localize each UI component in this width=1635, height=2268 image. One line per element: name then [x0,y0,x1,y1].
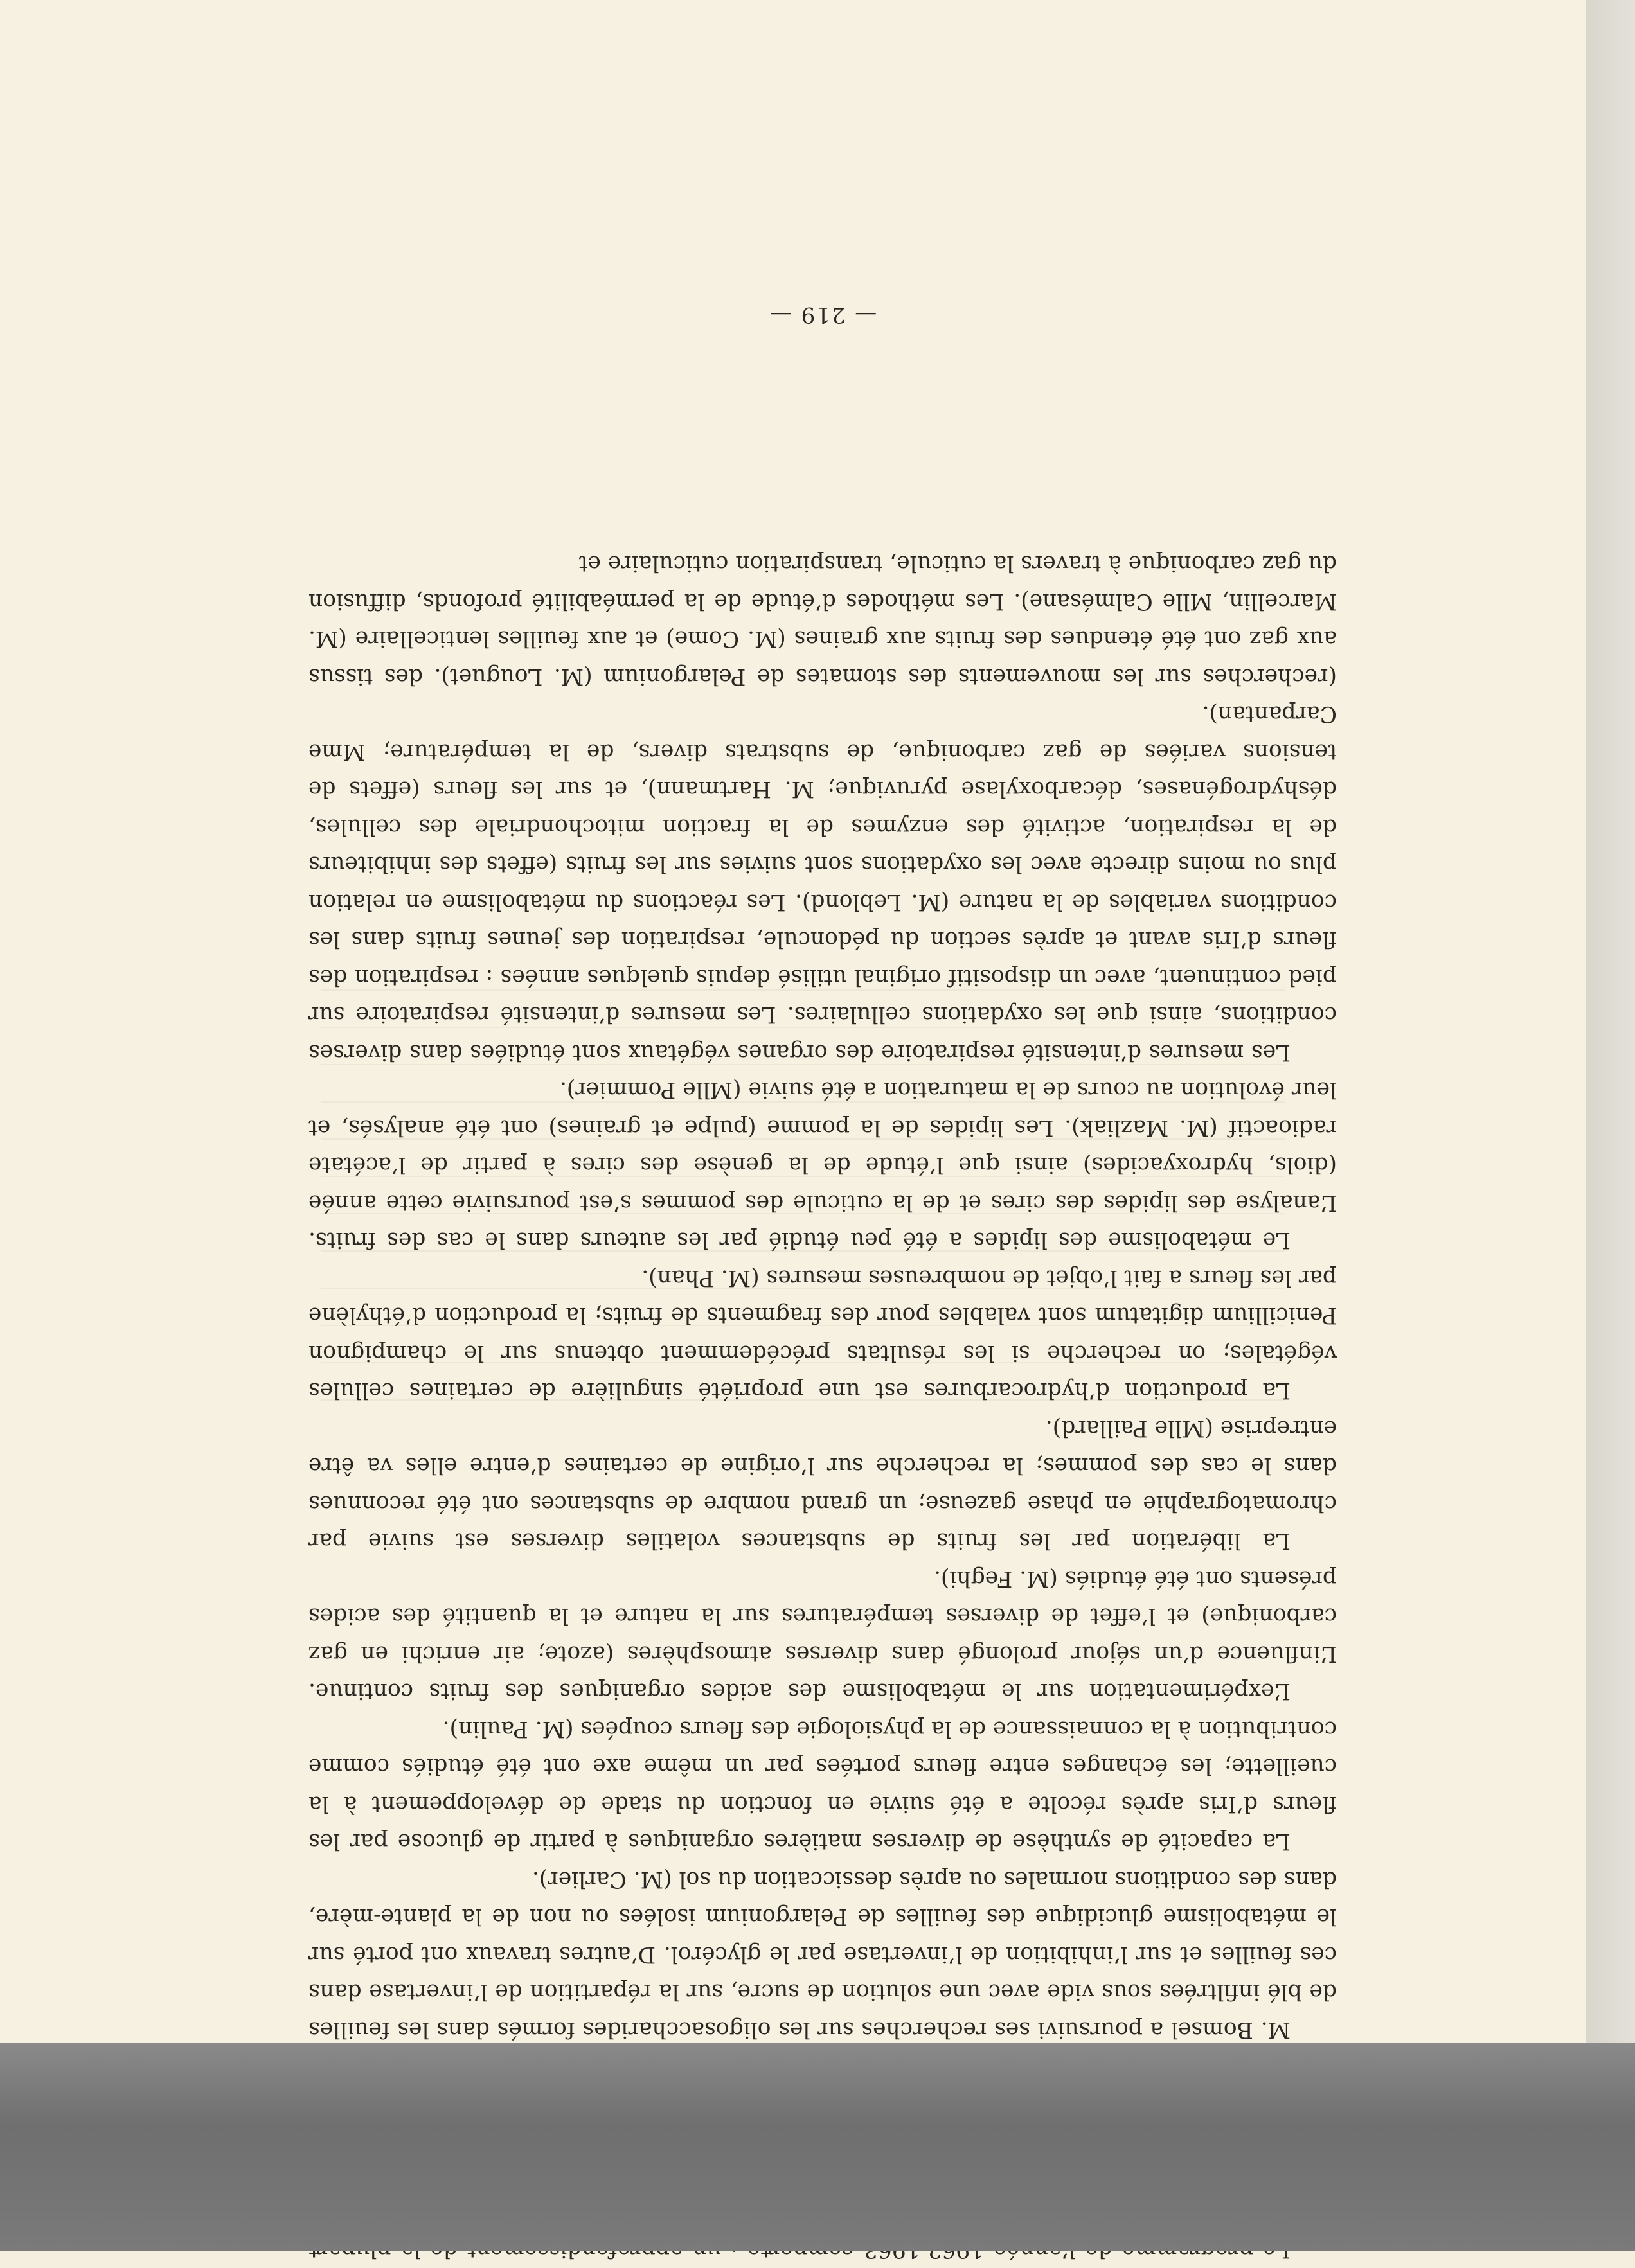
paragraph-capacite: La capacité de synthèse de diverses matières organiques à partir de glucose par les fleurs d’Iris après récolte a été suivie en fonction du stade de développement à la cueillette; les échanges entre fleurs portées par un même axe ont été étudiés comme contribution à la connaissance de la physiologie des fleurs coupées (M. Paulin). [308,1716,1337,1855]
page-edge-strip [1586,0,1635,2043]
page-number: — 219 — [768,302,877,328]
paragraph-lipides: Le métabolisme des lipides a été peu étudié par les auteurs dans le cas des fruits. L’analyse des lipides des cires et de la cuticule des pommes s’est poursuivie cette année (diols, hydroxyacides) ainsi que l’étude de la genèse des cires à partir de l’acétate radioactif (M. Mazliak). Les lipides de la pomme (pulpe et graines) ont été analysés, et leur évolution au cours de la maturation a été suivie (Mlle Pommier). [308,1077,1337,1254]
paragraph-stomates: (recherches sur les mouvements des stomates de Pelargonium (M. Louguet). des tissus aux gaz ont été étendues des fruits aux graines (M. Come) et aux feuilles lenticellaire (M. Marcellin, Mlle Calmésane). Les méthodes d’étude de la perméabilité profonds, diffusion du gaz carbonique à travers la cuticule, transpiration cuticulaire et [308,551,1337,689]
paragraph-acides: L’expérimentation sur le métabolisme des acides organiques des fruits continue. L’influence d’un séjour prolongé dans diverses atmosphères (azote; air enrichi en gaz carbonique) et l’effet de diverses températures sur la nature et la quantité des acides présents ont été étudiés (M. Feghi). [308,1566,1337,1705]
paragraph-volatiles: La libération par les fruits de substances volatiles diverses est suivie par chromatographie en phase gazeuse; un grand nombre de substances ont été reconnues dans le cas des pommes; la recherche sur l’origine de certaines d’entre elles va être entreprise (Mlle Paillard). [308,1415,1337,1554]
paragraph-bomsel: M. Bomsel a poursuivi ses recherches sur les oligosaccharides formés dans les feuilles de blé infiltrées sous vide avec une solution de sucre, sur la répartition de l’invertase dans ces feuilles et sur l’inhibition de l’invertase par le glycérol. D’autres travaux ont porté sur le métabolisme glucidique des feuilles de Pelargonium isolées ou non de la plante-mère, dans des conditions normales ou après dessiccation du sol (M. Carlier). [308,1866,1337,2042]
scanner-background [0,2043,1635,2251]
page-text-block [308,545,1337,2268]
paragraph-hydrocarbures: La production d’hydrocarbures est une propriété singulière de certaines cellules végétales; on recherche si les résultats précédemment obtenus sur le champignon Penicillium digitatum sont valables pour des fragments de fruits; la production d’éthylène par les fleurs a fait l’objet de nombreuses mesures (M. Phan). [308,1265,1337,1404]
paragraph-respiratoire: Les mesures d’intensité respiratoire des organes végétaux sont étudiées dans diverses conditions, ainsi que les oxydations cellulaires. Les mesures d’intensité respiratoire sur pied continuent, avec un dispositif original utilisé depuis quelques années : respiration des fleurs d’Iris avant et après section du pédoncule, respiration des jeunes fruits dans les conditions variables de la nature (M. Leblond). Les réactions du métabolisme en relation plus ou moins directe avec les oxydations sont suivies sur les fruits (effets des inhibiteurs de la respiration, activité des enzymes de la fraction mitochondriale des cellules, déshydrogénases, décarboxylase pyruvique; M. Hartmann), et sur les fleurs (effets de tensions variées de gaz carbonique, de substrats divers, de la température; Mme Carpantan). [308,701,1337,1065]
